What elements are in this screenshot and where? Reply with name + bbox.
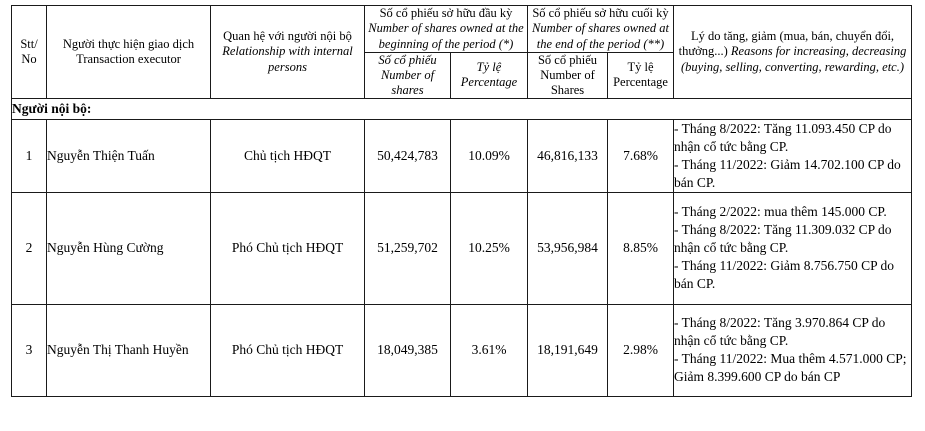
column-header-executor-vn: Người thực hiện giao dịch (62, 36, 195, 51)
cell-end-shares: 46,816,133 (528, 119, 608, 192)
column-header-end-period-en: Number of shares owned at the end of the period (**) (531, 21, 670, 51)
column-header-executor (47, 6, 211, 99)
cell-reason (674, 119, 912, 192)
group-label: Người nội bộ: (12, 100, 92, 116)
column-header-relationship (211, 6, 365, 99)
column-header-reason-vn: Lý do tăng, giảm (mua, bán, chuyển đổi, thưởng...) (678, 29, 895, 59)
column-header-begin-pct (451, 52, 528, 98)
column-header-end-shares (528, 52, 608, 98)
column-header-reason-en: Reasons for increasing, decreasing (buying, selling, converting, rewarding, etc.) (681, 44, 907, 74)
group-banner-cell (12, 98, 912, 119)
group-banner-row (12, 98, 912, 119)
cell-begin-shares: 51,259,702 (365, 192, 451, 304)
column-header-begin-period-vn: Số cổ phiếu sở hữu đầu kỳ (379, 6, 513, 20)
cell-relationship: Chủ tịch HĐQT (211, 119, 365, 192)
cell-reason (674, 304, 912, 396)
cell-stt: 3 (12, 304, 47, 396)
cell-end-pct: 8.85% (608, 192, 674, 304)
column-header-begin-shares (365, 52, 451, 98)
cell-end-pct: 2.98% (608, 304, 674, 396)
cell-executor: Nguyễn Thị Thanh Huyền (47, 304, 211, 396)
column-header-end-pct-en: Percentage (613, 75, 668, 90)
table-row (12, 304, 912, 396)
column-header-stt (12, 6, 47, 99)
reason-line: - Tháng 8/2022: Tăng 11.309.032 CP do nhận cổ tức bằng CP. (674, 222, 892, 256)
column-header-end-shares-vn: Số cổ phiếu (537, 52, 598, 67)
column-header-relationship-vn: Quan hệ với người nội bộ (223, 29, 352, 43)
reason-line: - Tháng 11/2022: Giảm 14.702.100 CP do bán CP. (674, 156, 901, 190)
cell-begin-pct: 10.09% (451, 119, 528, 192)
cell-begin-pct: 10.25% (451, 192, 528, 304)
column-header-begin-period (365, 6, 528, 53)
cell-end-shares: 53,956,984 (528, 192, 608, 304)
column-header-end-period (528, 6, 674, 53)
column-header-end-pct (608, 52, 674, 98)
cell-begin-pct: 3.61% (451, 304, 528, 396)
column-header-reason (674, 6, 912, 99)
column-header-relationship-en: Relationship with internal persons (222, 44, 353, 74)
cell-begin-shares: 18,049,385 (365, 304, 451, 396)
cell-stt: 2 (12, 192, 47, 304)
shareholding-disclosure-table (11, 5, 912, 397)
cell-relationship: Phó Chủ tịch HĐQT (211, 304, 365, 396)
column-header-stt-vn: Stt/ (20, 36, 38, 51)
table-row (12, 192, 912, 304)
cell-end-pct: 7.68% (608, 119, 674, 192)
header-row-main (12, 6, 912, 53)
reason-line: - Tháng 8/2022: Tăng 3.970.864 CP do nhận cổ tức bằng CP. (674, 315, 886, 349)
column-header-begin-pct-en: Percentage (460, 75, 518, 90)
table-header (12, 6, 912, 99)
column-header-begin-shares-vn: Số cổ phiếu (378, 52, 437, 67)
cell-stt: 1 (12, 119, 47, 192)
column-header-begin-period-en: Number of shares owned at the beginning of the period (*) (368, 21, 524, 51)
cell-relationship: Phó Chủ tịch HĐQT (211, 192, 365, 304)
column-header-stt-en: No (21, 51, 37, 66)
cell-executor: Nguyễn Hùng Cường (47, 192, 211, 304)
column-header-end-period-vn: Số cổ phiếu sở hữu cuối kỳ (532, 6, 669, 20)
column-header-end-shares-en: Number of Shares (540, 67, 595, 97)
column-header-executor-en: Transaction executor (76, 51, 181, 66)
cell-end-shares: 18,191,649 (528, 304, 608, 396)
cell-begin-shares: 50,424,783 (365, 119, 451, 192)
cell-executor: Nguyễn Thiện Tuấn (47, 119, 211, 192)
reason-line: - Tháng 11/2022: Giảm 8.756.750 CP do bán CP. (674, 258, 895, 291)
cell-reason (674, 192, 912, 304)
reason-line: - Tháng 2/2022: mua thêm 145.000 CP. (674, 204, 887, 220)
column-header-begin-pct-vn: Tỷ lệ (476, 60, 502, 75)
reason-line: - Tháng 11/2022: Mua thêm 4.571.000 CP; Giảm 8.399.600 CP do bán CP (674, 351, 907, 385)
reason-line: - Tháng 8/2022: Tăng 11.093.450 CP do nhận cổ tức bằng CP. (674, 120, 892, 154)
table-body (12, 98, 912, 396)
column-header-end-pct-vn: Tỷ lệ (627, 60, 654, 75)
table-row (12, 119, 912, 192)
column-header-begin-shares-en: Number of shares (380, 67, 435, 97)
